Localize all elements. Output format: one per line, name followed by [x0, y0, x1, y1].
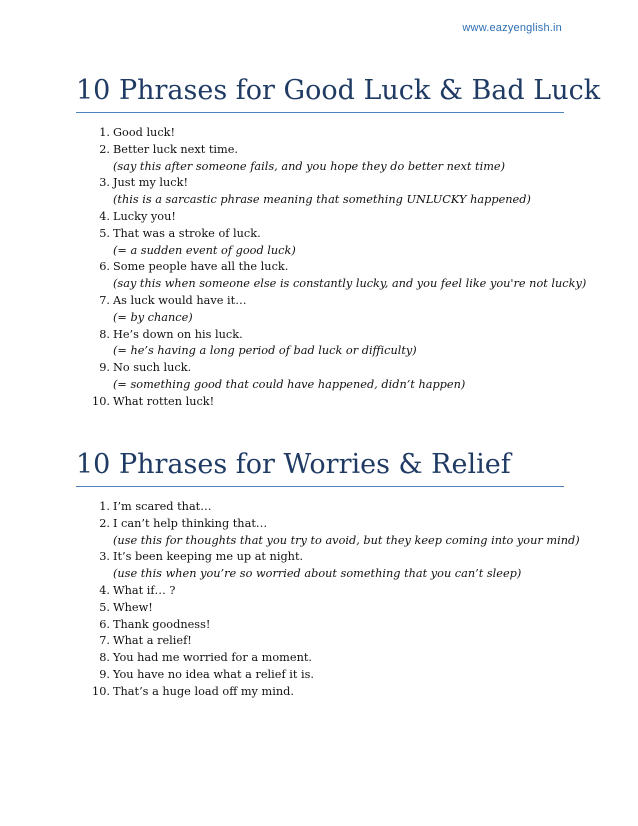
phrase-text: He’s down on his luck.: [113, 327, 243, 341]
phrase-text: Thank goodness!: [113, 617, 211, 631]
list-item: [76, 125, 564, 142]
list-item: [76, 549, 564, 583]
item-number: 8.: [99, 651, 110, 665]
list-item: [76, 259, 587, 293]
phrase-note: (use this for thoughts that you try to avoid, but they keep coming into your mind): [113, 533, 580, 547]
item-number: 8.: [99, 327, 110, 341]
site-url: www.eazyenglish.in: [462, 22, 562, 34]
phrase-text: As luck would have it…: [113, 293, 247, 307]
phrase-note: (= he’s having a long period of bad luck or difficulty): [113, 344, 417, 358]
item-number: 6.: [99, 260, 110, 274]
item-number: 9.: [99, 361, 110, 375]
phrase-note: (= a sudden event of good luck): [113, 243, 296, 257]
list-item: [76, 650, 564, 667]
list-item: [76, 209, 564, 226]
phrase-text: You had me worried for a moment.: [113, 651, 312, 665]
item-number: 3.: [99, 176, 110, 190]
section-worries-relief: [76, 448, 580, 701]
item-number: 1.: [99, 500, 110, 513]
list-item: [76, 583, 564, 600]
item-number: 5.: [99, 226, 110, 240]
item-number: 2.: [99, 142, 110, 156]
phrase-text: What a relief!: [113, 634, 192, 648]
phrase-text: What rotten luck!: [113, 394, 215, 408]
list-item: [76, 633, 564, 650]
phrase-note: (use this when you’re so worried about something that you can’t sleep): [113, 567, 522, 581]
item-number: 2.: [99, 516, 110, 530]
phrase-text: No such luck.: [113, 361, 192, 375]
item-number: 5.: [99, 600, 110, 614]
phrase-list: [76, 125, 587, 411]
list-item: [76, 394, 564, 411]
list-item: [76, 667, 564, 684]
item-number: 3.: [99, 550, 110, 564]
phrase-text: I can’t help thinking that…: [113, 516, 268, 530]
list-item: [76, 360, 564, 394]
phrase-text: What if… ?: [113, 583, 176, 597]
list-item: [76, 684, 564, 701]
phrase-note: (say this when someone else is constantly lucky, and you feel like you're not lucky): [113, 277, 587, 291]
phrase-note: (this is a sarcastic phrase meaning that something UNLUCKY happened): [113, 193, 531, 207]
list-item: [76, 600, 564, 617]
item-number: 10.: [92, 684, 110, 698]
phrase-note: (say this after someone fails, and you hope they do better next time): [113, 159, 505, 173]
phrase-text: I’m scared that…: [113, 500, 212, 513]
phrase-text: That’s a huge load off my mind.: [113, 684, 294, 698]
list-item: [76, 293, 564, 327]
list-item: [76, 142, 564, 176]
list-item: [76, 327, 564, 361]
item-number: 7.: [99, 293, 110, 307]
phrase-text: Lucky you!: [113, 209, 176, 223]
phrase-text: Better luck next time.: [113, 142, 238, 156]
phrase-text: Whew!: [113, 600, 153, 614]
item-number: 7.: [99, 634, 110, 648]
list-item: [76, 499, 564, 516]
item-number: 9.: [99, 667, 110, 681]
phrase-text: Good luck!: [113, 126, 176, 139]
phrase-text: It’s been keeping me up at night.: [113, 550, 304, 564]
item-number: 4.: [99, 209, 110, 223]
item-number: 10.: [92, 394, 110, 408]
section-title: 10 Phrases for Good Luck & Bad Luck: [76, 74, 564, 113]
list-item: [76, 226, 564, 260]
phrase-note: (= by chance): [113, 310, 193, 324]
phrase-text: Some people have all the luck.: [113, 260, 289, 274]
item-number: 6.: [99, 617, 110, 631]
list-item: [76, 516, 580, 550]
phrase-note: (= something good that could have happened, didn’t happen): [113, 377, 466, 391]
item-number: 1.: [99, 126, 110, 139]
phrase-text: Just my luck!: [113, 176, 189, 190]
list-item: [76, 617, 564, 634]
section-good-bad-luck: [76, 74, 601, 411]
list-item: [76, 175, 564, 209]
phrase-text: That was a stroke of luck.: [113, 226, 261, 240]
section-title: 10 Phrases for Worries & Relief: [76, 448, 564, 487]
phrase-text: You have no idea what a relief it is.: [113, 667, 314, 681]
phrase-list: [76, 499, 580, 701]
item-number: 4.: [99, 583, 110, 597]
